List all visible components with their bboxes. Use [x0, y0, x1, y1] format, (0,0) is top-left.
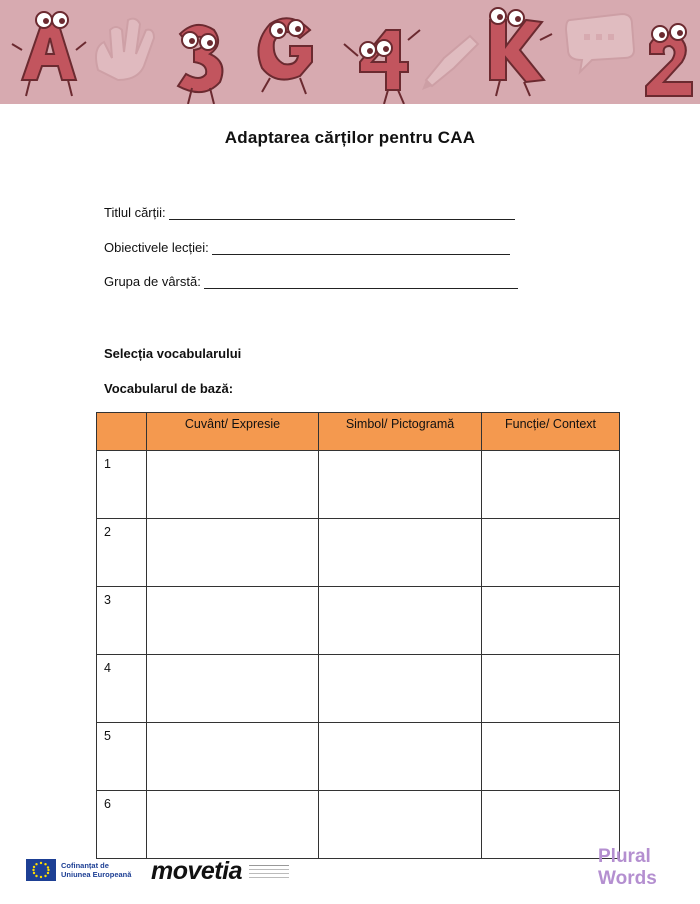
eu-flag-icon	[26, 859, 56, 881]
symbol-cell[interactable]	[319, 451, 482, 519]
column-header-number	[97, 413, 147, 451]
number-4-character-icon	[344, 30, 420, 104]
column-header-function: Funcție/ Context	[482, 413, 620, 451]
base-vocabulary-heading: Vocabularul de bază:	[104, 381, 234, 396]
word-cell[interactable]	[147, 451, 319, 519]
letter-a-character-icon	[12, 12, 86, 96]
table-row	[97, 655, 620, 723]
function-cell[interactable]	[482, 451, 620, 519]
word-cell[interactable]	[147, 655, 319, 723]
age-group-input-line[interactable]	[204, 274, 518, 289]
header-banner	[0, 0, 700, 104]
book-title-input-line[interactable]	[169, 205, 515, 220]
book-title-label: Titlul cărții:	[104, 205, 166, 220]
banner-illustration	[0, 0, 700, 104]
function-cell[interactable]	[482, 587, 620, 655]
movetia-logo: movetia	[151, 857, 242, 885]
vocabulary-table	[96, 412, 620, 859]
column-header-word: Cuvânt/ Expresie	[147, 413, 319, 451]
row-number: 1	[97, 451, 147, 519]
symbol-cell[interactable]	[319, 587, 482, 655]
lesson-objectives-input-line[interactable]	[212, 240, 510, 255]
movetia-tagline-graphic	[249, 864, 289, 878]
speech-bubble-icon	[566, 14, 634, 72]
table-header-row	[97, 413, 620, 451]
lesson-objectives-field	[104, 240, 510, 255]
symbol-cell[interactable]	[319, 519, 482, 587]
table-row	[97, 587, 620, 655]
function-cell[interactable]	[482, 655, 620, 723]
function-cell[interactable]	[482, 519, 620, 587]
table-row	[97, 519, 620, 587]
age-group-field	[104, 274, 518, 289]
table-row	[97, 723, 620, 791]
table-row	[97, 451, 620, 519]
document-title: Adaptarea cărților pentru CAA	[224, 128, 476, 147]
eu-cofunding-logo	[26, 859, 131, 881]
row-number: 2	[97, 519, 147, 587]
plural-words-logo: Plural Words	[598, 846, 657, 889]
function-cell[interactable]	[482, 723, 620, 791]
symbol-cell[interactable]	[319, 655, 482, 723]
letter-k-character-icon	[490, 8, 552, 96]
word-cell[interactable]	[147, 723, 319, 791]
word-cell[interactable]	[147, 587, 319, 655]
number-2-character-icon	[646, 24, 692, 96]
symbol-cell[interactable]	[319, 723, 482, 791]
row-number: 5	[97, 723, 147, 791]
footer	[0, 848, 700, 904]
hand-icon	[96, 19, 154, 80]
column-header-symbol: Simbol/ Pictogramă	[319, 413, 482, 451]
vocabulary-selection-heading: Selecția vocabularului	[104, 346, 242, 361]
row-number: 6	[97, 791, 147, 859]
number-3-character-icon	[178, 25, 222, 104]
word-cell[interactable]	[147, 519, 319, 587]
age-group-label: Grupa de vârstă:	[104, 274, 201, 289]
eu-cofunding-text: Cofinanțat de Uniunea Europeană	[61, 861, 132, 879]
letter-g-character-icon	[258, 18, 312, 94]
row-number: 3	[97, 587, 147, 655]
row-number: 4	[97, 655, 147, 723]
lesson-objectives-label: Obiectivele lecției:	[104, 240, 209, 255]
pencil-icon	[422, 36, 478, 90]
book-title-field	[104, 205, 515, 220]
